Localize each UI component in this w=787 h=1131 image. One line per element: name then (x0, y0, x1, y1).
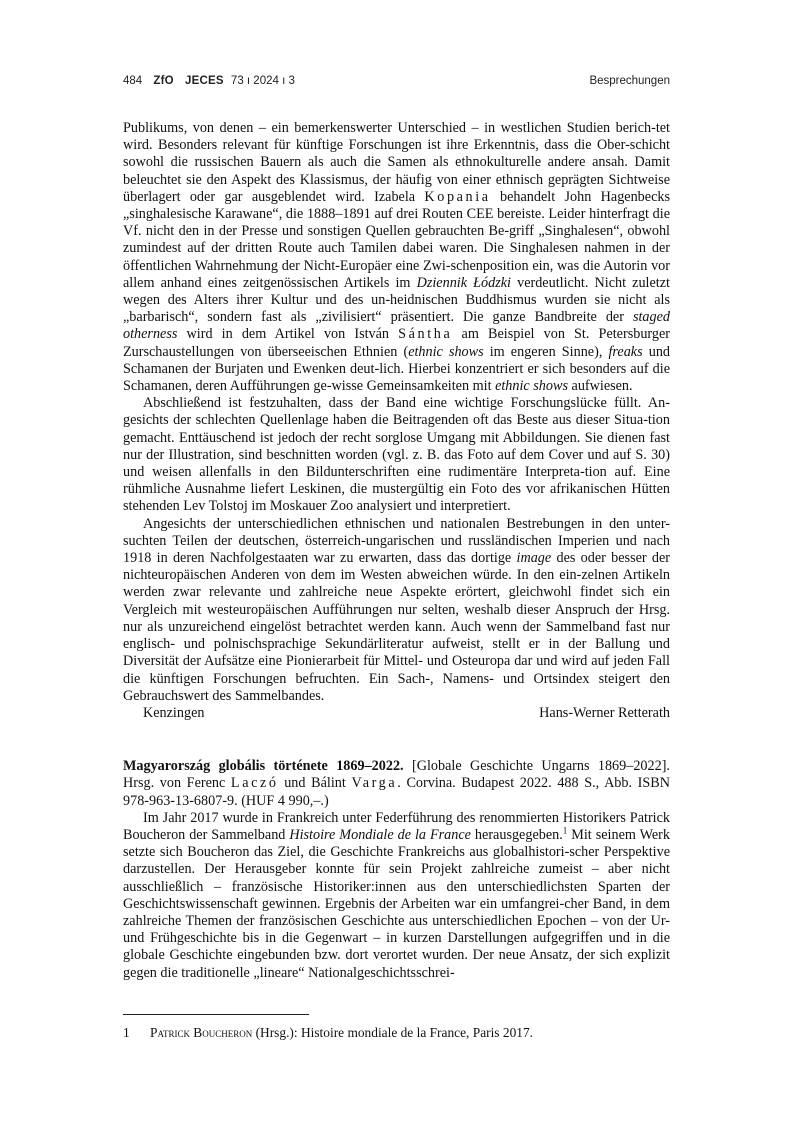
text-run: . Corvina. Budapest 2022. 488 S., Abb. ISBN 978-963-13-6807-9. (HUF 4 990,–.) (123, 775, 671, 809)
review-paragraph-1 (123, 810, 670, 982)
footnote-ref[interactable]: 1 (562, 825, 568, 836)
book-title: Magyarország globális története 1869–2022. (123, 758, 404, 775)
text-run: herausgegeben. (470, 826, 563, 843)
author-name: Sántha (398, 326, 453, 343)
paragraph-2: Abschließend ist festzuhalten, dass der Band eine wichtige Forschungslücke füllt. An-gesichts der schlechten Quellenlage haben die Beitragenden oft das Beste aus dieser Situa-tion gemacht. Enttäuschend ist jedoch der recht sorglose Umgang mit Abbildungen. Sie dienen fast nur der Illustration, sind beschnitten worden (vgl. z. B. das Foto auf dem Cover und auf S. 30) und weisen allenfalls in den Bildunterschriften eine rudimentäre Interpreta-tion auf. Eine rühmliche Ausnahme liefert Leskinen, die mustergültig ein Foto des vor afrikanischen Hütten stehenden Lev Tolstoj im Moskauer Zoo analysiert und interpretiert. (123, 395, 670, 515)
term-italic: image (516, 550, 552, 567)
text-run: (Hrsg.): Histoire mondiale de la France, Paris 2017. (252, 1025, 533, 1040)
footnote-number: 1 (123, 1025, 130, 1040)
page-number: 484 (123, 75, 143, 87)
publication-title: Histoire Mondiale de la France (289, 826, 471, 843)
term-italic: ethnic shows (495, 378, 568, 395)
text-run: Angesichts der unterschiedlichen ethnischen und nationalen Bestrebungen in den unter-suchten Teilen der deutschen, österreich-ungarischen und russländischen Imperien und nach 1918 in deren Nachfolgestaaten war zu erwarten, dass das dortige (123, 515, 670, 567)
page-body (123, 120, 670, 982)
text-run: und Bálint (278, 775, 352, 792)
author-name: Kopania (424, 188, 491, 205)
signature-author: Hans-Werner Retterath (539, 704, 670, 721)
term-italic: ethnic shows (408, 343, 484, 360)
footnote-divider (123, 1014, 309, 1015)
journal-name: ZfO (153, 75, 174, 87)
footnote-author: Patrick Boucheron (150, 1025, 253, 1040)
text-run: Mit seinem Werk setzte sich Boucheron das Ziel, die Geschichte Frankreichs aus globalhistori-scher Perspektive darzustellen. Der Herausgeber konnte für sein Projekt zahlreiche zumeist – aber nicht ausschließlich – französische Historiker:innen aus den unterschiedlichsten Sparten der Geschichtswissenschaft gewinnen. Ergebnis der Arbeiten war ein umfangrei-cher Band, in dem zahlreiche Themen der französischen Geschichte aus unterschiedlichen Epochen – von der Ur- und Frühgeschichte bis in die Gegenwart – in kurzen Darstellungen aufgegriffen und in die globale Geschichte eingebunden bzw. dort verortet wurden. Der neue Ansatz, der sich explizit gegen die traditionelle „lineare“ Nationalgeschichtsschrei- (123, 826, 670, 981)
running-head (123, 75, 670, 87)
signature-place: Kenzingen (143, 704, 205, 721)
review-header (123, 758, 670, 810)
text-run: des oder besser der nichteuropäischen Anderen von dem im Westen abweichen würde. In den ein-zelnen Artikeln werden zwar relevante und zahlreiche neue Aspekte erörtert, gleichwohl findet sich ein Vergleich mit westeuropäischen Aufführungen nur selten, weshalb dieser Anspruch der Hrsg. nur als unzureichend eingelöst betrachtet werden kann. Auch wenn der Sammelband fast nur englisch- und polnischsprachige Sekundärliteratur aufweist, stellt er in der Ballung und Diversität der Aufsätze eine Pionierarbeit für Mittel- und Osteuropa dar und wird auf jeden Fall die künftigen Forschungen befruchten. Ein Sach-, Namens- und Ortsindex steigert den Gebrauchswert des Sammelbandes. (123, 550, 670, 704)
paragraph-1 (123, 120, 670, 395)
footnote (123, 1025, 670, 1041)
publication-title: Dziennik Łódzki (416, 274, 511, 291)
text-run: [Globale Geschichte Ungarns 1869–2022]. Hrsg. von Ferenc (123, 758, 670, 792)
text-run: Im Jahr 2017 wurde in Frankreich unter Federführung des renommierten Historikers Patrick Boucheron der Sammelband (123, 809, 670, 843)
text-run: Publikums, von denen – ein bemerkenswerter Unterschied – in westlichen Studien berich-tet wird. Besonders relevant für künftige Forschungen ist ihre Erkenntnis, dass die Ober-schicht sowohl die russischen Bauern als auch die Samen als ethnokulturelle andere ansah. Damit beleuchtet sie den Aspekt des Klassismus, der häufig von einer ethnisch geprägten Sichtweise überlagert oder gar ausgeblendet wird. Izabela (123, 120, 670, 205)
text-run: im engeren Sinne), (483, 343, 609, 360)
footnote-text (150, 1025, 533, 1041)
paragraph-3 (123, 516, 670, 705)
text-run: und Schamanen der Burjaten und Ewenken deut-lich. Hierbei konzentriert er sich besonders auf die Schamanen, deren Aufführungen ge-wisse Gemeinsamkeiten mit (123, 343, 671, 395)
term-italic: staged otherness (123, 309, 670, 343)
section-title: Besprechungen (589, 75, 670, 87)
text-run: behandelt John Hagenbecks „singhalesische Karawane“, die 1888–1891 auf drei Routen CEE bereiste. Leider hinterfragt die Vf. nicht den in der Presse und sonstigen Quellen gebrauchten Be-griff „Singhalesen“, obwohl zumindest auf der dritten Route auch Tamilen dabei waren. Die Singhalesen nahmen in der öffentlichen Wahrnehmung der Nicht-Europäer eine Zwi-schenposition ein, was die Autorin vor allem anhand eines zeitgenössischen Artikels im (123, 188, 670, 291)
editor-name: Laczó (230, 775, 279, 792)
review-signature (123, 705, 670, 722)
term-italic: freaks (608, 343, 643, 360)
text-run: wird in dem Artikel von István (177, 326, 399, 343)
journal-series: JECES (185, 75, 224, 87)
text-run: aufwiesen. (567, 378, 633, 395)
volume-info: 73 ı 2024 ı 3 (230, 75, 295, 87)
text-run: verdeutlicht. Nicht zuletzt wegen des Alters ihrer Kultur und des un-heidnischen Buddhismus wurden sie nicht als „barbarisch“, sondern fast als „zivilisiert“ präsentiert. Die ganze Bandbreite der (123, 274, 670, 326)
running-head-left (123, 75, 303, 87)
editor-name: Varga (351, 775, 398, 792)
text-run: am Beispiel von St. Petersburger Zurschaustellungen von überseeischen Ethnien ( (123, 326, 671, 360)
